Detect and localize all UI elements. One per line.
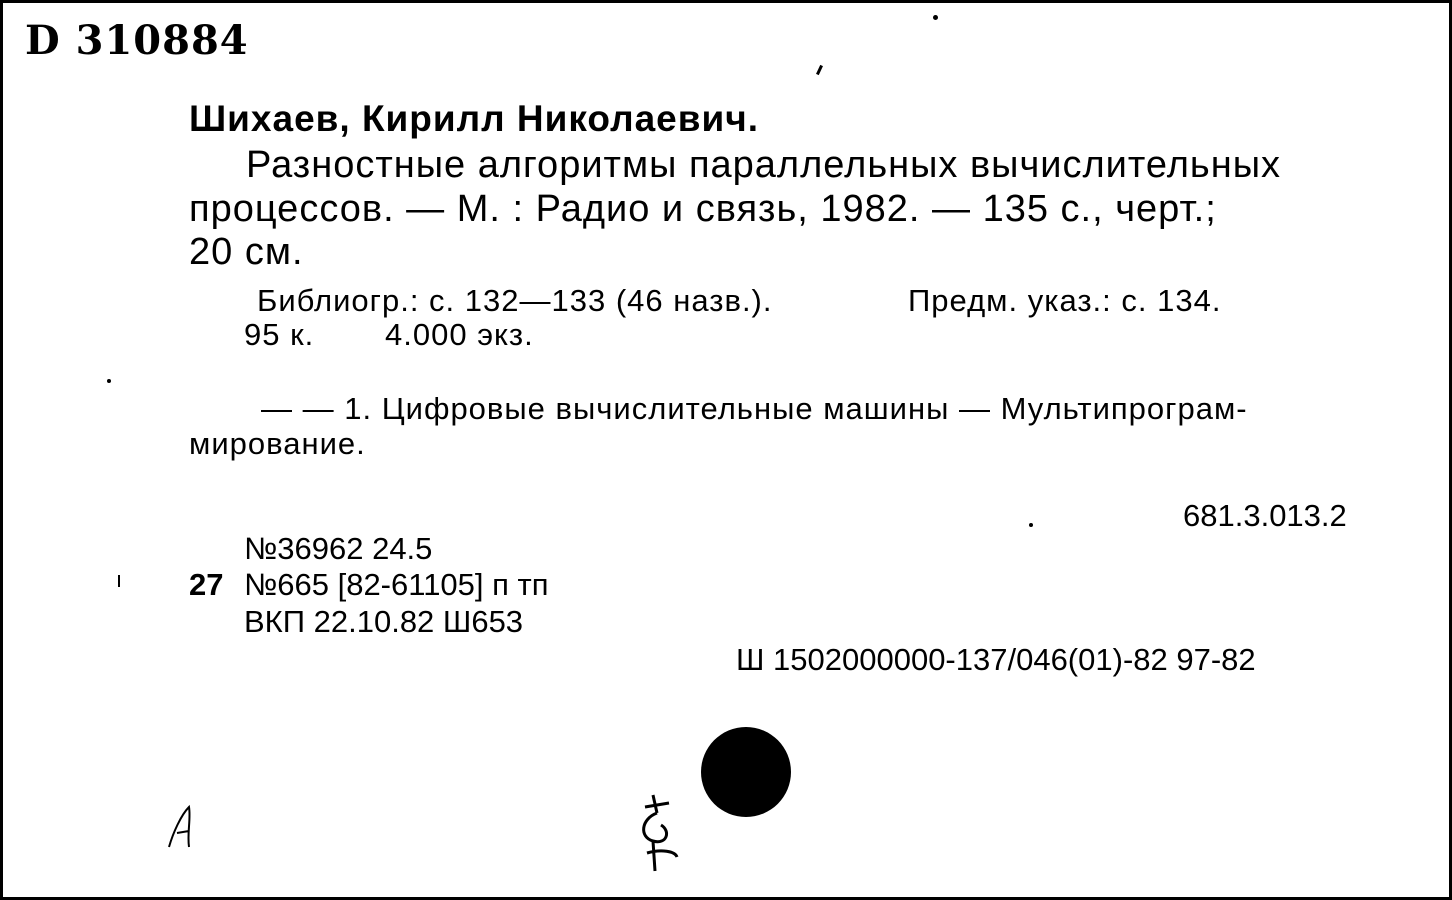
title-line-2: процессов. — М. : Радио и связь, 1982. — 135 с., черт.;: [189, 188, 1217, 230]
subject-index-note: Предм. указ.: с. 134.: [908, 283, 1222, 318]
print-run: 4.000 экз.: [385, 317, 534, 352]
price: 95 к.: [244, 317, 315, 352]
punch-hole-mark: [701, 727, 791, 817]
handwritten-mark-left: [163, 803, 203, 853]
author-heading: Шихаев, Кирилл Николаевич.: [189, 98, 760, 139]
inventory-number: D 310884: [25, 17, 249, 64]
speck-mark: [1029, 523, 1033, 527]
classification-code: Ш 1502000000-137/046(01)-82 97-82: [736, 642, 1256, 677]
speck-mark: [107, 379, 111, 383]
speck-mark: [118, 575, 120, 587]
bibliography-note: Библиогр.: с. 132—133 (46 назв.).: [257, 283, 773, 318]
order-line-1: №36962 24.5: [244, 531, 433, 566]
title-line-3: 20 см.: [189, 231, 304, 273]
order-line-3: ВКП 22.10.82 Ш653: [244, 604, 524, 639]
card-count: 27: [189, 567, 224, 602]
title-line-1: Разностные алгоритмы параллельных вычислительных: [246, 144, 1282, 186]
subject-heading-line-1: — — 1. Цифровые вычислительные машины — Мультипрограм-: [261, 391, 1248, 426]
udc-code: 681.3.013.2: [1183, 498, 1347, 533]
handwritten-mark-center: [631, 793, 683, 873]
subject-heading-line-2: мирование.: [189, 426, 366, 461]
speck-mark: [816, 65, 823, 75]
speck-mark: [933, 15, 938, 20]
order-line-2: №665 [82-61105] п тп: [244, 567, 549, 602]
